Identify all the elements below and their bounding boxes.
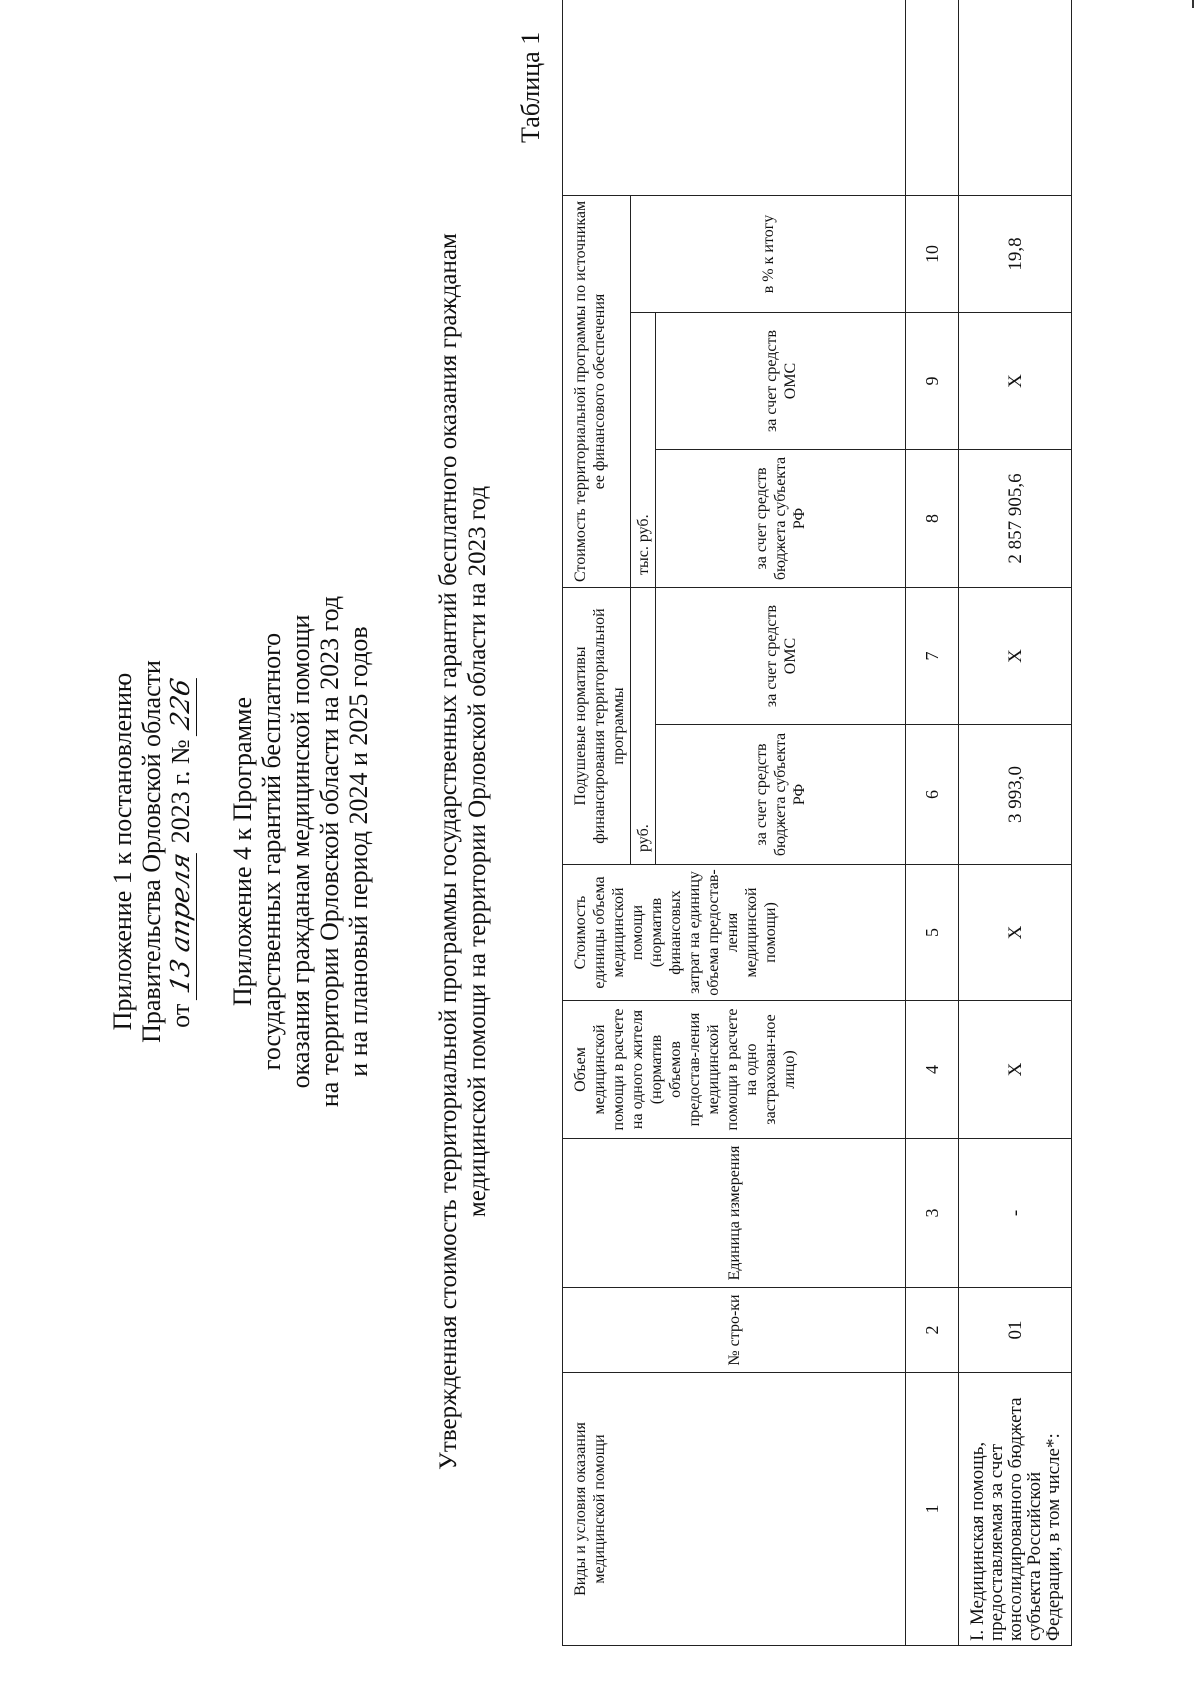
column-number: 5: [906, 865, 959, 1001]
handwritten-date: 13 апреля: [167, 847, 197, 1001]
column-number: 7: [906, 587, 959, 724]
column-number: 2: [906, 1288, 959, 1373]
header-percent-of-total: в % к итогу: [631, 195, 906, 312]
row-unit: -: [959, 1139, 1072, 1288]
header-percapita-oms: за счет средств ОМС: [656, 587, 906, 724]
appendix-4-line1: Приложение 4 к Программе: [228, 696, 257, 1007]
appendix-1-line1: Приложение 1 к постановлению: [108, 672, 137, 1031]
row-volume: X: [959, 1001, 1072, 1139]
document-title-line2: медицинской помощи на территории Орловской области на 2023 год: [464, 485, 491, 1218]
row-percent: 19,8: [959, 195, 1072, 312]
cost-table: [562, 0, 1072, 1646]
row-percapita-budget: 3 993,0: [959, 725, 1072, 865]
unit-thousand-rub-label: тыс. руб.: [631, 312, 656, 587]
header-percapita-budget: за счет средств бюджета субъекта РФ: [656, 725, 906, 865]
appendix-4-header: [228, 0, 373, 1703]
appendix-4-line2: государственных гарантий бесплатного: [257, 632, 286, 1071]
header-kinds-of-care: Виды и условия оказания медицинской помощи: [563, 1373, 906, 1646]
column-number: 6: [906, 725, 959, 865]
row-percapita-oms: X: [959, 587, 1072, 724]
column-number: 1: [906, 1373, 959, 1646]
header-cost-oms: за счет средств ОМС: [656, 312, 906, 449]
column-number: 3: [906, 1139, 959, 1288]
appendix-4-line3: оказания гражданам медицинской помощи: [286, 614, 315, 1089]
header-unit-cost: Стоимость единицы объема медицинской помощи (норматив финансовых затрат на единицу объема предостав-ления медицинской помощи): [563, 865, 906, 1001]
spacer-cell: [563, 0, 906, 195]
header-row-1: [563, 0, 631, 1646]
appendix-1-line2: Правительства Орловской области: [137, 660, 166, 1043]
appendix-4-line5: и на плановый период 2024 и 2025 годов: [344, 626, 373, 1077]
row-cost-budget: 2 857 905,6: [959, 449, 1072, 587]
header-row-number: № стро-ки: [563, 1288, 906, 1373]
date-prefix: от: [166, 1003, 195, 1028]
appendix-4-line4: на территории Орловской области на 2023 год: [315, 595, 344, 1108]
table-caption: Таблица 1: [516, 31, 545, 143]
row-unit-cost: X: [959, 865, 1072, 1001]
row-kind-of-care: I. Медицинская помощь, предоставляемая за счет консолидированного бюджета субъекта Российской Федерации, в том числе*:: [959, 1373, 1072, 1646]
row-number: 01: [959, 1288, 1072, 1373]
header-percapita-group: Подушевые нормативы финансирования территориальной программы: [563, 587, 631, 864]
header-volume: Объем медицинской помощи в расчете на одного жителя (норматив объемов предостав-ления медицинской помощи в расчете на одно застрахован-ное лицо): [563, 1001, 906, 1139]
row-cost-oms: X: [959, 312, 1072, 449]
column-number: 4: [906, 1001, 959, 1139]
column-number: 10: [906, 195, 959, 312]
column-number: 8: [906, 449, 959, 587]
unit-rub-label: руб.: [631, 587, 656, 864]
appendix-1-header: [108, 0, 197, 1703]
document-title: [434, 0, 492, 1703]
column-number-row: [906, 0, 959, 1646]
header-program-cost-group: Стоимость территориальной программы по источникам ее финансового обеспечения: [563, 195, 631, 587]
header-cost-budget: за счет средств бюджета субъекта РФ: [656, 449, 906, 587]
document-title-line1: Утвержденная стоимость территориальной программы государственных гарантий бесплатного оказания гражданам: [435, 233, 462, 1470]
column-number: 9: [906, 312, 959, 449]
spacer-cell: [959, 0, 1072, 195]
handwritten-number: 226: [167, 672, 197, 736]
spacer-cell: [906, 0, 959, 195]
appendix-1-line3: [166, 0, 197, 1703]
scan-mark: [1192, 0, 1194, 8]
table-row: [959, 0, 1072, 1646]
year-and-number-label: 2023 г. №: [166, 739, 195, 844]
header-unit: Единица измерения: [563, 1139, 906, 1288]
